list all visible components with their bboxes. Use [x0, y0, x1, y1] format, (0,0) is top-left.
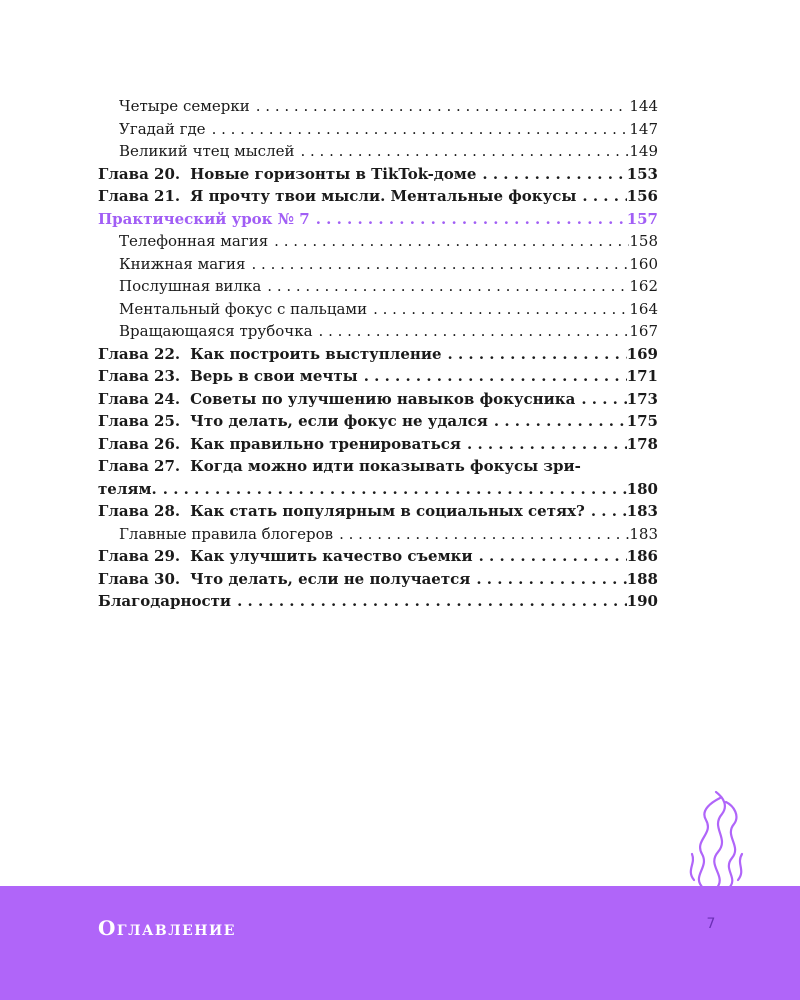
toc-entry-title: Великий чтец мыслей — [119, 142, 295, 160]
toc-entry-label — [98, 210, 310, 228]
toc-entry-label — [119, 277, 261, 295]
footer-band — [0, 886, 800, 1000]
toc-page-number: 183 — [626, 502, 658, 520]
dot-leader — [473, 547, 627, 565]
toc-page-number: 162 — [629, 277, 658, 295]
toc-entry-title: Советы по улучшению навыков фокусника — [190, 389, 576, 408]
toc-page-number: 153 — [626, 164, 658, 183]
toc-page-number: 186 — [626, 547, 658, 565]
toc-page-number: 173 — [626, 389, 658, 408]
toc-entry-label — [98, 457, 581, 475]
toc-entry-title: телям. — [98, 479, 157, 498]
page-number: 7 — [706, 916, 716, 932]
dot-leader — [575, 390, 626, 408]
dot-leader — [461, 435, 627, 453]
toc-entry-title: Как построить выступление — [190, 344, 442, 363]
dot-leader — [157, 480, 627, 498]
toc-entry-label — [98, 502, 585, 520]
toc-entry[interactable] — [98, 502, 658, 525]
toc-page-number: 190 — [626, 592, 658, 610]
dot-leader — [476, 165, 626, 183]
toc-entry[interactable] — [98, 255, 658, 278]
toc-entry-label — [98, 345, 442, 363]
toc-entry-label — [98, 547, 473, 565]
table-of-contents — [98, 97, 658, 615]
chapter-number: Глава 21. — [98, 187, 181, 205]
toc-entry-title: Благодарности — [98, 592, 232, 610]
toc-entry-title: Угадай где — [119, 119, 206, 138]
toc-entry-label — [119, 525, 333, 543]
chapter-number: Глава 23. — [98, 367, 181, 385]
toc-entry-title: Когда можно идти показывать фокусы зри- — [190, 457, 581, 475]
dot-leader — [442, 345, 627, 363]
toc-entry-label — [98, 435, 461, 453]
toc-entry[interactable] — [98, 480, 658, 503]
toc-entry-label — [119, 322, 313, 340]
toc-entry-label — [98, 412, 488, 430]
dot-leader — [206, 120, 630, 138]
toc-entry-title: Книжная магия — [119, 254, 246, 273]
toc-entry-title: Как правильно тренироваться — [190, 434, 461, 453]
dot-leader — [358, 367, 627, 385]
toc-entry[interactable] — [98, 277, 658, 300]
toc-entry[interactable] — [98, 97, 658, 120]
chapter-number: Глава 27. — [98, 457, 181, 475]
toc-page-number: 144 — [629, 97, 658, 115]
chapter-number: Глава 30. — [98, 569, 181, 588]
dot-leader — [470, 570, 626, 588]
toc-page-number: 178 — [626, 434, 658, 453]
toc-entry-label — [119, 97, 250, 115]
toc-entry-title: Главные правила блогеров — [119, 524, 334, 543]
dot-leader — [333, 525, 629, 543]
chapter-number: Глава 29. — [98, 547, 181, 565]
toc-entry[interactable] — [98, 232, 658, 255]
toc-entry-title: Ментальный фокус с пальцами — [119, 299, 368, 318]
toc-entry-label — [98, 367, 358, 385]
toc-entry[interactable] — [98, 435, 658, 458]
toc-entry-label — [98, 570, 470, 588]
toc-entry-label — [119, 120, 206, 138]
toc-entry[interactable] — [98, 592, 658, 615]
toc-page-number: 188 — [626, 569, 658, 588]
toc-entry[interactable] — [98, 187, 658, 210]
toc-page-number: 156 — [626, 187, 658, 205]
toc-page-number: 175 — [626, 412, 658, 430]
toc-page-number: 169 — [626, 344, 658, 363]
toc-entry[interactable] — [98, 210, 658, 233]
toc-entry-label — [119, 142, 294, 160]
toc-page-number: 171 — [626, 367, 658, 385]
toc-entry[interactable] — [98, 457, 658, 480]
toc-entry-label — [98, 390, 575, 408]
dot-leader — [367, 300, 629, 318]
toc-entry-title: Новые горизонты в TikTok-доме — [190, 164, 477, 183]
toc-entry-label — [98, 592, 231, 610]
toc-entry[interactable] — [98, 412, 658, 435]
dot-leader — [313, 322, 630, 340]
toc-entry[interactable] — [98, 322, 658, 345]
toc-page-number: 147 — [629, 119, 658, 138]
toc-entry[interactable] — [98, 142, 658, 165]
toc-entry[interactable] — [98, 300, 658, 323]
toc-entry[interactable] — [98, 570, 658, 593]
dot-leader — [250, 97, 630, 115]
toc-entry-title: Телефонная магия — [119, 232, 269, 250]
dot-leader — [231, 592, 627, 610]
toc-entry-title: Как улучшить качество съемки — [190, 547, 473, 565]
chapter-number: Глава 22. — [98, 344, 181, 363]
dot-leader — [576, 187, 626, 205]
toc-entry-label — [98, 187, 576, 205]
toc-page-number: 167 — [629, 322, 658, 340]
toc-entry-label — [98, 480, 157, 498]
toc-entry[interactable] — [98, 525, 658, 548]
chapter-number: Глава 24. — [98, 389, 181, 408]
toc-entry-title: Практический урок № 7 — [98, 209, 310, 228]
toc-entry[interactable] — [98, 390, 658, 413]
toc-page-number: 158 — [629, 232, 658, 250]
toc-entry-label — [119, 255, 246, 273]
toc-page-number: 149 — [629, 142, 658, 160]
toc-page-number: 180 — [626, 479, 658, 498]
dot-leader — [585, 502, 627, 520]
toc-entry[interactable] — [98, 165, 658, 188]
toc-entry-label — [98, 165, 476, 183]
toc-page-number: 157 — [626, 209, 658, 228]
toc-entry[interactable] — [98, 367, 658, 390]
chapter-number: Глава 25. — [98, 412, 181, 430]
chapter-number: Глава 28. — [98, 502, 181, 520]
dot-leader — [310, 210, 627, 228]
toc-entry[interactable] — [98, 345, 658, 368]
toc-entry-title: Я прочту твои мысли. Ментальные фокусы — [190, 187, 577, 205]
toc-entry-title: Верь в свои мечты — [190, 367, 358, 385]
dot-leader — [261, 277, 629, 295]
chapter-number: Глава 20. — [98, 164, 181, 183]
chapter-number: Глава 26. — [98, 434, 181, 453]
toc-entry-title: Четыре семерки — [119, 97, 250, 115]
dot-leader — [268, 232, 629, 250]
toc-page-number: 160 — [629, 254, 658, 273]
toc-page-number: 164 — [629, 299, 658, 318]
toc-entry-title: Что делать, если фокус не удался — [190, 412, 488, 430]
toc-entry-label — [119, 300, 367, 318]
toc-entry[interactable] — [98, 120, 658, 143]
toc-entry-title: Послушная вилка — [119, 277, 262, 295]
toc-page-number: 183 — [629, 524, 658, 543]
toc-entry-label — [119, 232, 268, 250]
toc-entry-title: Вращающаяся трубочка — [119, 322, 313, 340]
toc-entry[interactable] — [98, 547, 658, 570]
section-title: Оглавление — [98, 916, 236, 940]
dot-leader — [246, 255, 630, 273]
toc-entry-title: Как стать популярным в социальных сетях? — [190, 502, 585, 520]
dot-leader — [294, 142, 629, 160]
dot-leader — [488, 412, 627, 430]
toc-entry-title: Что делать, если не получается — [190, 569, 471, 588]
